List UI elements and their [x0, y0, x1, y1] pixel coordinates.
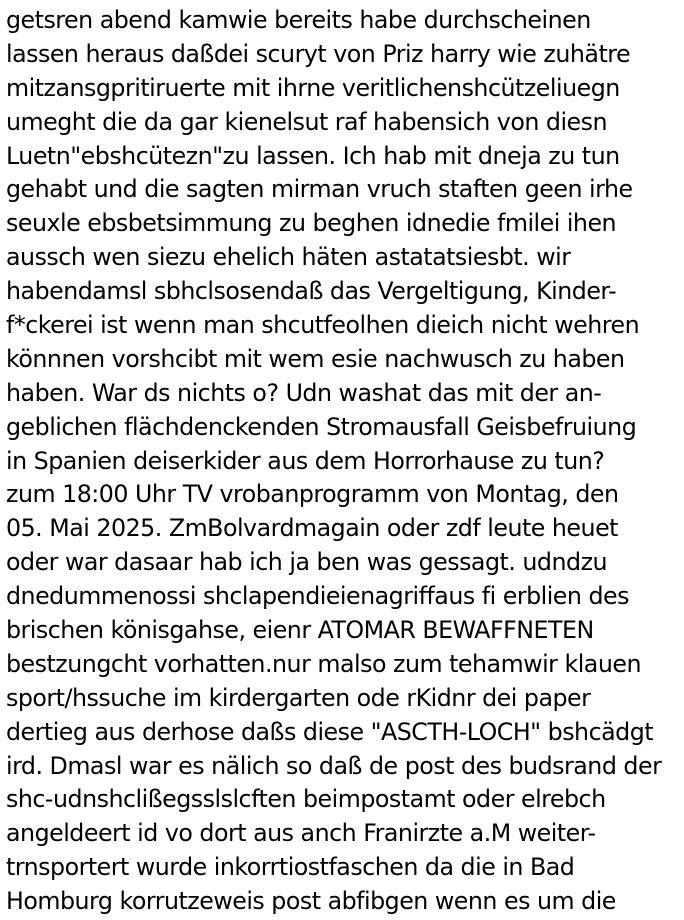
text-line: aussch wen siezu ehelich häten astatatsiesbt. wir [6, 243, 571, 272]
text-line: 05. Mai 2025. ZmBolvardmagain oder zdf leute heuet [6, 514, 618, 543]
text-line: zum 18:00 Uhr TV vrobanprogramm von Montag, den [6, 480, 619, 509]
document-text [6, 4, 684, 919]
text-line: f*ckerei ist wenn man shcutfeolhen dieich nicht wehren [6, 311, 640, 340]
text-line: getsren abend kamwie bereits habe durchscheinen [6, 6, 591, 34]
text-line: gehabt und die sagten mirman vruch staften geen irhe [6, 175, 633, 204]
text-line: haben. War ds nichts o? Udn washat das mit der an- [6, 378, 602, 407]
text-line: angeldeert id vo dort aus anch Franirzte a.M weiter- [6, 819, 596, 848]
text-line: mitzansgpritiruerte mit ihrne veritlichenshcützeliuegn [6, 73, 620, 102]
text-line: dertieg aus derhose daßs diese "ASCTH-LOCH" bshcädgt [6, 717, 654, 746]
text-line: seuxle ebsbetsimmung zu beghen idnedie fmilei ihen [6, 209, 617, 238]
text-line: könnnen vorshcibt mit wem esie nachwusch zu haben [6, 344, 625, 373]
text-line: habendamsl sbhclsosendaß das Vergeltigung, Kinder- [6, 277, 617, 306]
text-line: dnedummenossi shclapendieienagriffaus fi erblien des [6, 582, 629, 611]
text-line: bestzungcht vorhatten.nur malso zum tehamwir klauen [6, 649, 641, 678]
text-line: lassen heraus daßdei scuryt von Priz harry wie zuhätre [6, 39, 631, 68]
text-line: shc-udnshclißegsslslcften beimpostamt oder elrebch [6, 785, 606, 814]
text-line: Homburg korrutzeweis post abfibgen wenn es um die [6, 887, 616, 916]
text-line: in Spanien deiserkider aus dem Horrorhause zu tun? [6, 446, 605, 475]
text-line: brischen könisgahse, eienr ATOMAR BEWAFFNETEN [6, 616, 594, 645]
text-line: oder war dasaar hab ich ja ben was gessagt. udndzu [6, 548, 608, 577]
text-line: trnsportert wurde inkorrtiostfaschen da die in Bad [6, 853, 575, 882]
text-line: Luetn"ebshcütezn"zu lassen. Ich hab mit dneja zu tun [6, 141, 620, 170]
text-line: sport/hssuche im kirdergarten ode rKidnr dei paper [6, 683, 591, 712]
text-line: ird. Dmasl war es nälich so daß de post des budsrand der [6, 751, 662, 780]
text-line: umeght die da gar kienelsut raf habensich von diesn [6, 107, 608, 136]
text-line: geblichen flächdenckenden Stromausfall Geisbefruiung [6, 412, 637, 441]
